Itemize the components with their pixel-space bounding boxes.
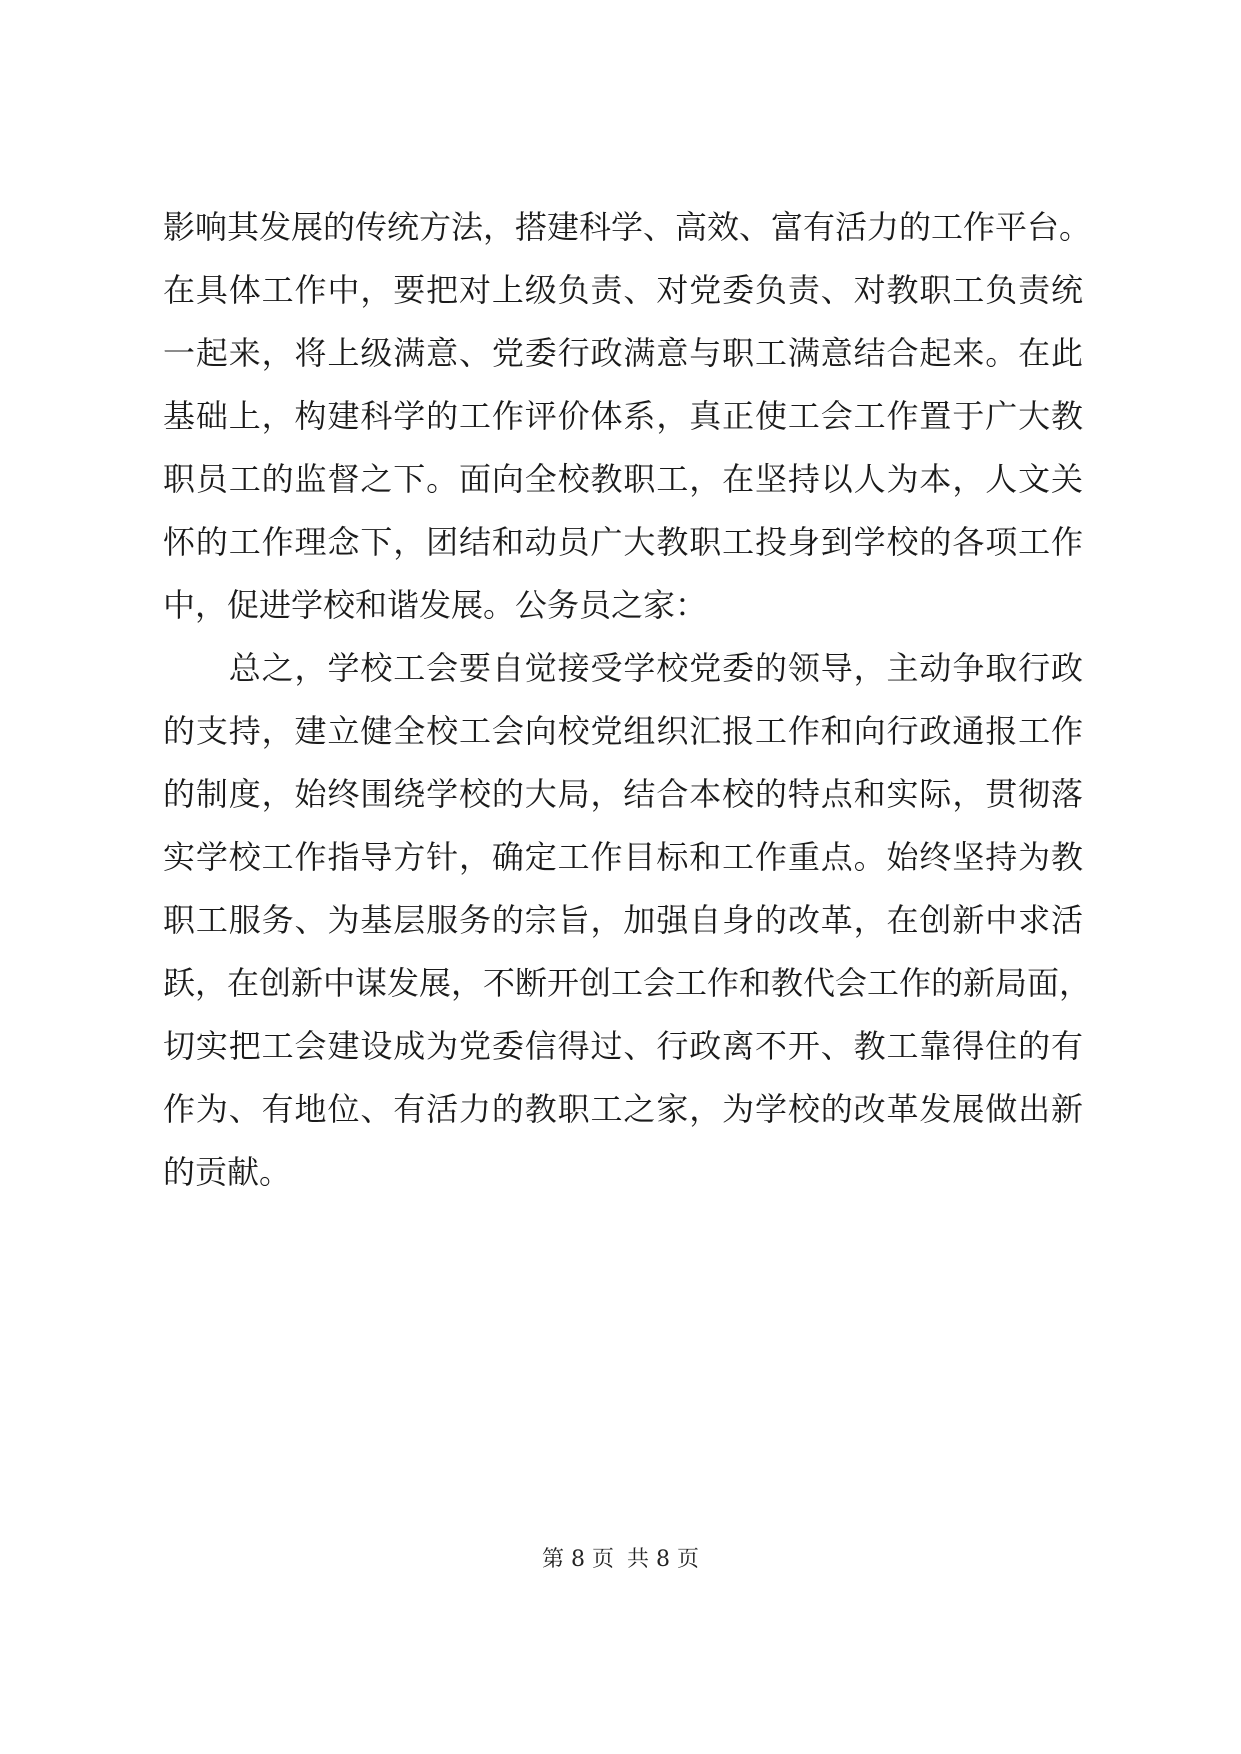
text-line: 总之，学校工会要自觉接受学校党委的领导，主动争取行政	[163, 649, 1083, 687]
text-line: 实学校工作指导方针，确定工作目标和工作重点。始终坚持为教	[163, 838, 1083, 876]
text-line: 在具体工作中，要把对上级负责、对党委负责、对教职工负责统	[163, 271, 1083, 309]
page-total-label: 共 8 页	[627, 1547, 699, 1572]
text-line: 的贡献。	[163, 1153, 292, 1191]
text-line: 跃，在创新中谋发展，不断开创工会工作和教代会工作的新局面，	[163, 964, 1092, 1002]
text-line: 怀的工作理念下，团结和动员广大教职工投身到学校的各项工作	[163, 523, 1083, 561]
page-footer	[0, 1545, 1241, 1575]
text-line: 中，促进学校和谐发展。公务员之家：	[163, 586, 708, 624]
text-line: 一起来，将上级满意、党委行政满意与职工满意结合起来。在此	[163, 334, 1083, 372]
page-number-label: 第 8 页	[542, 1547, 614, 1572]
body-text	[163, 196, 1092, 1204]
text-line: 切实把工会建设成为党委信得过、行政离不开、教工靠得住的有	[163, 1027, 1083, 1065]
text-line: 影响其发展的传统方法，搭建科学、高效、富有活力的工作平台。	[163, 208, 1092, 246]
text-line: 的支持，建立健全校工会向校党组织汇报工作和向行政通报工作	[163, 712, 1083, 750]
text-line: 职工服务、为基层服务的宗旨，加强自身的改革，在创新中求活	[163, 901, 1083, 939]
text-line: 基础上，构建科学的工作评价体系，真正使工会工作置于广大教	[163, 397, 1083, 435]
text-line: 职员工的监督之下。面向全校教职工，在坚持以人为本，人文关	[163, 460, 1083, 498]
text-line: 的制度，始终围绕学校的大局，结合本校的特点和实际，贯彻落	[163, 775, 1083, 813]
text-line: 作为、有地位、有活力的教职工之家，为学校的改革发展做出新	[163, 1090, 1083, 1128]
